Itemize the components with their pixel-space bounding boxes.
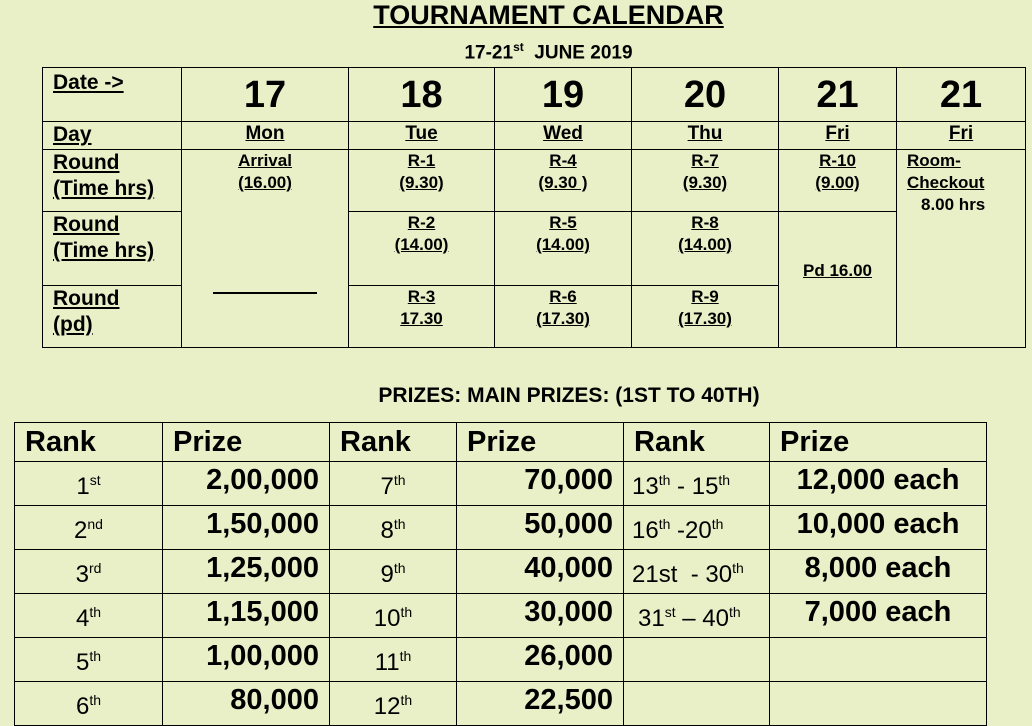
table-row <box>15 682 987 726</box>
rank-cell: 11th <box>330 638 457 682</box>
cell-fri-pd: Pd 16.00 <box>779 212 897 348</box>
cell-fri-checkout: Room- Checkout 8.00 hrs <box>897 150 1026 348</box>
cell-wed-r2: R-5 (14.00) <box>495 212 632 286</box>
prize-cell: 8,000 each <box>770 550 987 594</box>
header-prize-2: Prize <box>457 423 624 462</box>
header-prize-3: Prize <box>770 423 987 462</box>
rank-cell: 9th <box>330 550 457 594</box>
page-title: TOURNAMENT CALENDAR <box>373 0 724 30</box>
round-label-3: Round (pd) <box>43 286 182 348</box>
header-prize-1: Prize <box>163 423 330 462</box>
day-label: Day <box>43 122 182 150</box>
date-range: 17-21st JUNE 2019 <box>464 40 633 64</box>
cell-tue-r3: R-3 17.30 <box>349 286 495 348</box>
prize-cell: 50,000 <box>457 506 624 550</box>
cell-tue-r1: R-1 (9.30) <box>349 150 495 212</box>
empty-cell <box>624 682 770 726</box>
date-17: 17 <box>182 68 349 122</box>
cell-thu-r2: R-8 (14.00) <box>632 212 779 286</box>
day-wed: Wed <box>495 122 632 150</box>
prize-cell: 1,50,000 <box>163 506 330 550</box>
empty-cell <box>770 682 987 726</box>
header-rank-3: Rank <box>624 423 770 462</box>
date-19: 19 <box>495 68 632 122</box>
prize-cell: 22,500 <box>457 682 624 726</box>
date-label: Date -> <box>43 68 182 122</box>
date-21a: 21 <box>779 68 897 122</box>
day-thu: Thu <box>632 122 779 150</box>
prize-cell: 1,15,000 <box>163 594 330 638</box>
day-fri-b: Fri <box>897 122 1026 150</box>
prize-cell: 80,000 <box>163 682 330 726</box>
prize-cell: 30,000 <box>457 594 624 638</box>
header-rank-2: Rank <box>330 423 457 462</box>
prize-cell: 1,00,000 <box>163 638 330 682</box>
cell-thu-r1: R-7 (9.30) <box>632 150 779 212</box>
prize-cell: 40,000 <box>457 550 624 594</box>
day-fri-a: Fri <box>779 122 897 150</box>
date-20: 20 <box>632 68 779 122</box>
rank-cell: 4th <box>15 594 163 638</box>
cell-tue-r2: R-2 (14.00) <box>349 212 495 286</box>
day-mon: Mon <box>182 122 349 150</box>
cell-mon-r1: Arrival (16.00) <box>182 150 349 212</box>
rank-range-cell: 31st – 40th <box>624 594 770 638</box>
cell-mon-r3 <box>182 286 349 348</box>
rank-range-cell: 16th -20th <box>624 506 770 550</box>
rank-cell: 6th <box>15 682 163 726</box>
prize-cell: 7,000 each <box>770 594 987 638</box>
prize-cell: 2,00,000 <box>163 462 330 506</box>
header-rank-1: Rank <box>15 423 163 462</box>
rank-cell: 7th <box>330 462 457 506</box>
rank-cell: 1st <box>15 462 163 506</box>
prizes-table <box>14 422 987 726</box>
cell-mon-r2 <box>182 212 349 286</box>
round-label-1: Round (Time hrs) <box>43 150 182 212</box>
rank-cell: 3rd <box>15 550 163 594</box>
rank-cell: 2nd <box>15 506 163 550</box>
rank-range-cell: 21st - 30th <box>624 550 770 594</box>
date-18: 18 <box>349 68 495 122</box>
rank-cell: 12th <box>330 682 457 726</box>
date-21b: 21 <box>897 68 1026 122</box>
table-row <box>15 506 987 550</box>
table-row <box>15 462 987 506</box>
prize-cell: 70,000 <box>457 462 624 506</box>
prize-cell: 12,000 each <box>770 462 987 506</box>
prize-cell: 1,25,000 <box>163 550 330 594</box>
dash-line <box>213 292 317 294</box>
table-row <box>15 550 987 594</box>
rank-cell: 5th <box>15 638 163 682</box>
prize-cell: 26,000 <box>457 638 624 682</box>
calendar-table <box>42 67 1026 348</box>
rank-cell: 10th <box>330 594 457 638</box>
round-label-2: Round (Time hrs) <box>43 212 182 286</box>
day-tue: Tue <box>349 122 495 150</box>
rank-cell: 8th <box>330 506 457 550</box>
prize-cell: 10,000 each <box>770 506 987 550</box>
cell-thu-r3: R-9 (17.30) <box>632 286 779 348</box>
table-row <box>15 594 987 638</box>
cell-wed-r3: R-6 (17.30) <box>495 286 632 348</box>
prizes-title: PRIZES: MAIN PRIZES: (1ST TO 40TH) <box>378 384 760 407</box>
cell-fri-r1: R-10 (9.00) <box>779 150 897 212</box>
empty-cell <box>624 638 770 682</box>
cell-wed-r1: R-4 (9.30 ) <box>495 150 632 212</box>
table-row <box>15 638 987 682</box>
rank-range-cell: 13th - 15th <box>624 462 770 506</box>
empty-cell <box>770 638 987 682</box>
